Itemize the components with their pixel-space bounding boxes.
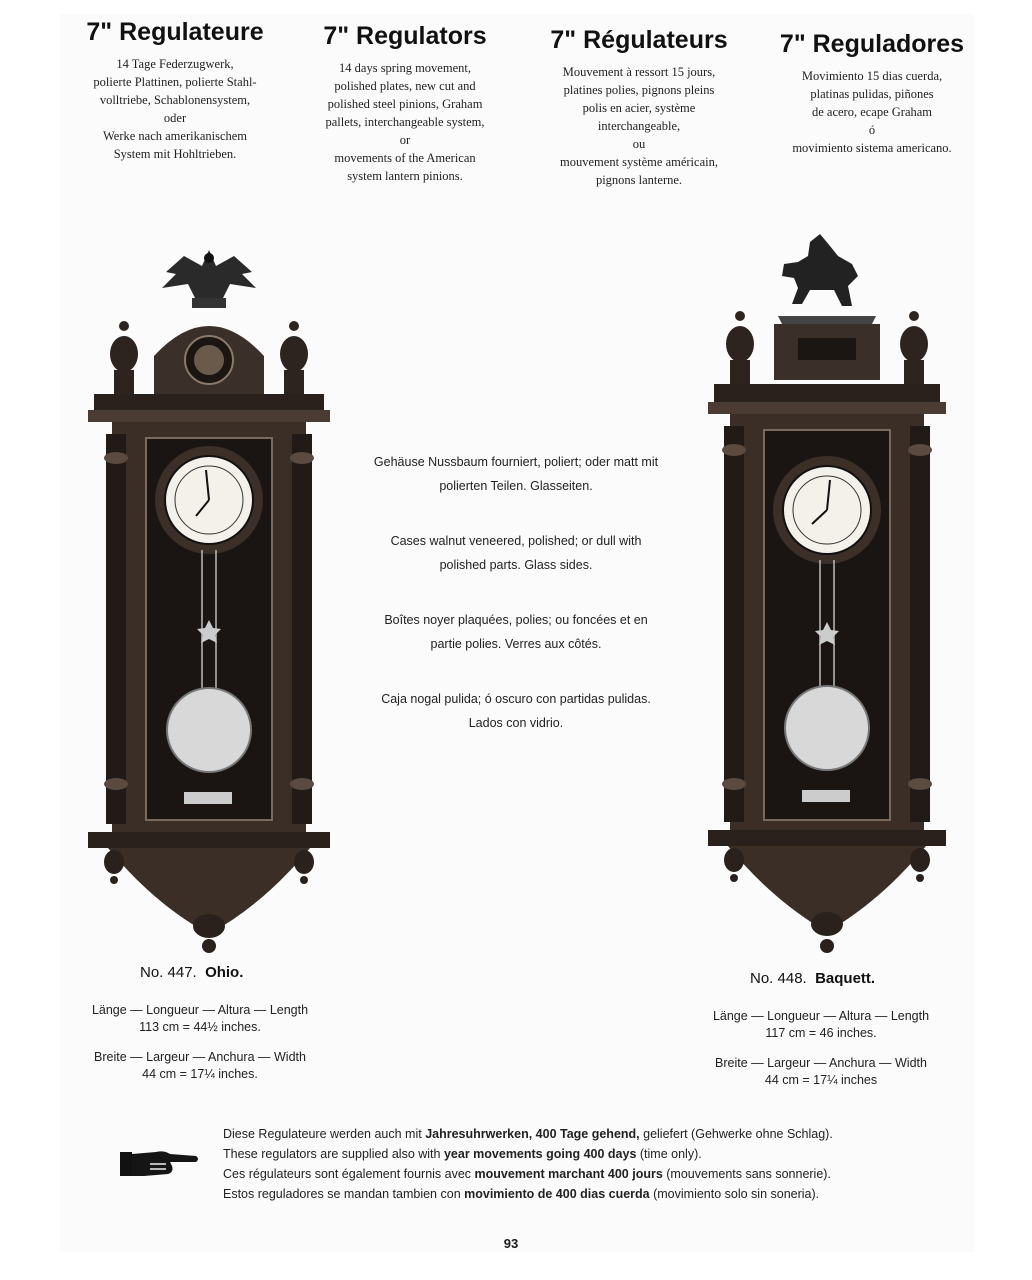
text: These regulators are supplied also with xyxy=(223,1147,444,1161)
length-value: 113 cm = 44½ inches. xyxy=(139,1020,261,1034)
clock-illustration-ohio xyxy=(84,244,334,954)
description-es xyxy=(320,687,712,735)
text-line: Werke nach amerikanischem xyxy=(102,129,248,143)
text-line: ou xyxy=(632,137,646,151)
notice-es xyxy=(223,1184,943,1204)
text-line: Cases walnut veneered, polished; or dull with xyxy=(390,534,642,548)
description-fr xyxy=(320,608,712,656)
horse-finial xyxy=(778,234,876,324)
column-text xyxy=(534,63,744,189)
model-name: Baquett. xyxy=(815,970,876,987)
text-line: 14 Tage Federzugwerk, xyxy=(116,57,234,71)
width-value: 44 cm = 17¼ inches. xyxy=(142,1067,258,1081)
column-spanish xyxy=(766,30,978,157)
description-en xyxy=(320,529,712,577)
text-line: ó xyxy=(868,123,876,137)
length-label: Länge — Longueur — Altura — Length xyxy=(712,1009,930,1023)
model-dimensions-447 xyxy=(70,1002,330,1096)
text-bold: year movements going 400 days xyxy=(443,1147,637,1161)
text: (time only). xyxy=(636,1147,702,1161)
text-line: Mouvement à ressort 15 jours, xyxy=(562,65,716,79)
model-name: Ohio. xyxy=(205,964,244,981)
clock-illustration-baquett xyxy=(702,228,952,958)
length-value: 117 cm = 46 inches. xyxy=(765,1026,877,1040)
text: Ces régulateurs sont également fournis avec xyxy=(223,1167,475,1181)
text-bold: Jahresuhrwerken, 400 Tage gehend, xyxy=(425,1127,640,1141)
column-french xyxy=(534,26,744,189)
text-line: Lados con vidrio. xyxy=(468,716,564,730)
notice-en xyxy=(223,1144,943,1164)
text-line: pignons lanterne. xyxy=(595,173,683,187)
text-line: System mit Hohltrieben. xyxy=(113,147,237,161)
text-line: polished steel pinions, Graham xyxy=(327,97,483,111)
column-title: 7" Regulateure xyxy=(86,18,264,46)
notice-fr xyxy=(223,1164,943,1184)
model-caption-447 xyxy=(140,964,243,981)
model-number: No. 447. xyxy=(140,964,197,981)
model-dimensions-448 xyxy=(690,1008,952,1102)
year-movement-notice xyxy=(223,1124,943,1204)
text-line: platines polies, pignons pleins xyxy=(563,83,715,97)
description-de xyxy=(320,450,712,498)
text: geliefert (Gehwerke ohne Schlag). xyxy=(639,1127,833,1141)
column-text xyxy=(302,59,508,185)
width-label: Breite — Largeur — Anchura — Width xyxy=(715,1056,927,1070)
model-caption-448 xyxy=(750,970,875,987)
text-line: Boîtes noyer plaquées, polies; ou foncées et en xyxy=(384,613,648,627)
text-line: oder xyxy=(163,111,187,125)
width-label: Breite — Largeur — Anchura — Width xyxy=(94,1050,306,1064)
column-german xyxy=(70,18,280,163)
case-description xyxy=(320,450,712,766)
text-line: or xyxy=(399,133,411,147)
text-line: Movimiento 15 dias cuerda, xyxy=(801,69,943,83)
text-line: 14 days spring movement, xyxy=(339,61,471,75)
text-line: volltriebe, Schablonensystem, xyxy=(99,93,251,107)
text-line: system lantern pinions. xyxy=(347,169,463,183)
text: (movimiento solo sin soneria). xyxy=(649,1187,820,1201)
text-bold: movimiento de 400 dias cuerda xyxy=(464,1187,650,1201)
text-line: polished plates, new cut and xyxy=(334,79,476,93)
width-value: 44 cm = 17¼ inches xyxy=(764,1073,878,1087)
text-line: Gehäuse Nussbaum fourniert, poliert; oder matt mit xyxy=(373,455,659,469)
text: (mouvements sans sonnerie). xyxy=(662,1167,831,1181)
length-label: Länge — Longueur — Altura — Length xyxy=(91,1003,309,1017)
text-line: polierte Plattinen, polierte Stahl- xyxy=(93,75,257,89)
page-number: 93 xyxy=(503,1236,519,1251)
text-bold: mouvement marchant 400 jours xyxy=(474,1167,663,1181)
text: Estos reguladores se mandan tambien con xyxy=(223,1187,465,1201)
column-title: 7" Regulators xyxy=(323,22,487,50)
column-english xyxy=(302,22,508,185)
pointing-hand-icon xyxy=(120,1146,200,1182)
column-title: 7" Reguladores xyxy=(779,30,965,58)
column-text xyxy=(766,67,978,157)
text-line: mouvement système américain, xyxy=(560,155,718,169)
column-text xyxy=(70,55,280,163)
text: Diese Regulateure werden auch mit xyxy=(223,1127,426,1141)
text-line: polished parts. Glass sides. xyxy=(439,558,593,572)
text-line: movements of the American xyxy=(334,151,476,165)
model-number: No. 448. xyxy=(750,970,807,987)
eagle-finial xyxy=(162,250,256,308)
text-line: polis en acier, système xyxy=(582,101,696,115)
notice-de xyxy=(223,1124,943,1144)
text-line: pallets, interchangeable system, xyxy=(325,115,485,129)
text-line: polierten Teilen. Glasseiten. xyxy=(439,479,593,493)
text-line: de acero, ecape Graham xyxy=(811,105,933,119)
text-line: Caja nogal pulida; ó oscuro con partidas pulidas. xyxy=(381,692,651,706)
text-line: movimiento sistema americano. xyxy=(792,141,952,155)
column-title: 7" Régulateurs xyxy=(550,26,728,54)
text-line: platinas pulidas, piñones xyxy=(810,87,934,101)
text-line: partie polies. Verres aux côtés. xyxy=(430,637,602,651)
text-line: interchangeable, xyxy=(597,119,681,133)
